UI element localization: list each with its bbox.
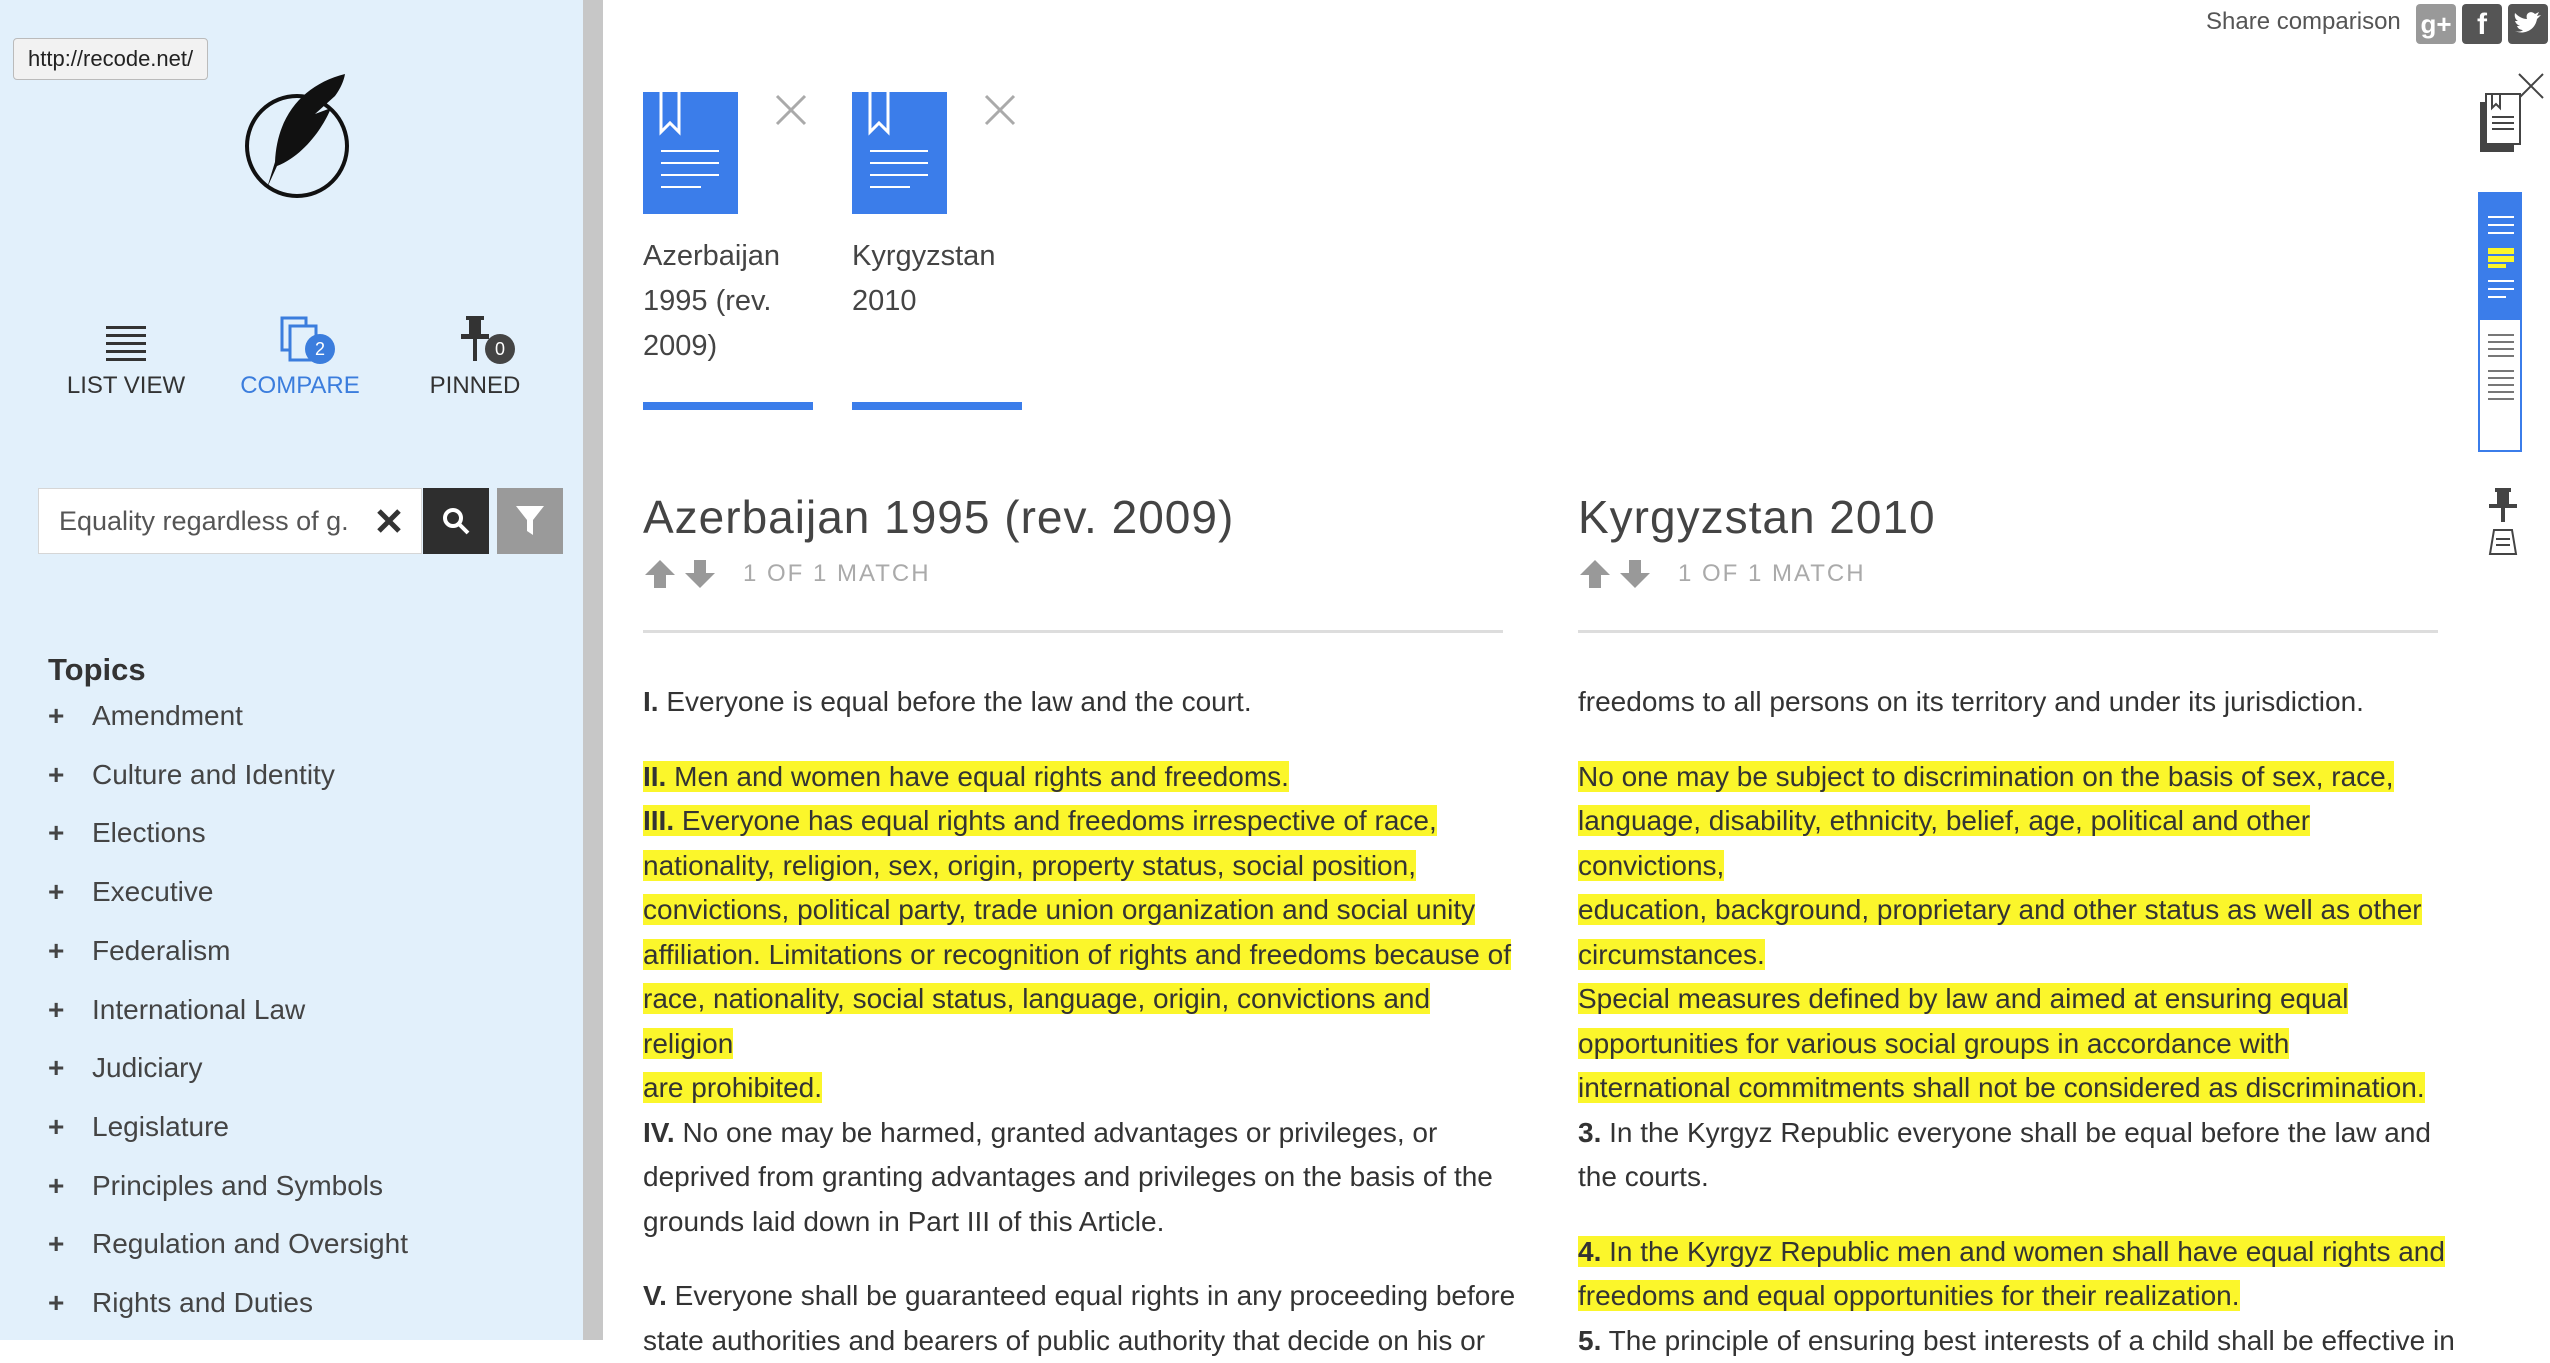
topic-item[interactable] <box>48 1170 383 1202</box>
compare-button[interactable] <box>210 312 390 400</box>
sidebar-scrollbar[interactable] <box>583 0 603 1340</box>
plus-icon[interactable]: + <box>48 1052 92 1084</box>
clause-text: the courts. <box>1578 1161 1709 1192</box>
highlight-line <box>643 1072 822 1103</box>
clause-text: Everyone has equal rights and freedoms irrespective of race, <box>674 805 1437 836</box>
search-button[interactable] <box>423 488 489 554</box>
clause-text: freedoms and equal opportunities for their realization. <box>1578 1280 2240 1311</box>
kyrgyzstan-text <box>1578 680 2458 1363</box>
clause-text: In the Kyrgyz Republic men and women shall have equal rights and <box>1601 1236 2445 1267</box>
clause-text: nationality, religion, sex, origin, property status, social position, <box>643 850 1416 881</box>
topics-heading: Topics <box>48 652 146 688</box>
remove-doc-icon[interactable] <box>773 92 809 128</box>
highlight-line <box>643 805 1437 836</box>
clause-text: affiliation. Limitations or recognition of rights and freedoms because of <box>643 939 1511 970</box>
column-kyrgyzstan <box>1578 490 2438 633</box>
highlighted-match <box>1578 755 2458 1111</box>
twitter-share-icon[interactable] <box>2508 4 2548 44</box>
filter-button[interactable] <box>497 488 563 554</box>
topic-label: Culture and Identity <box>92 759 335 791</box>
clause-text: The principle of ensuring best interests of a child shall be effective in <box>1601 1325 2454 1356</box>
column-title: Azerbaijan 1995 (rev. 2009) <box>643 490 1503 544</box>
highlight-line <box>643 939 1511 970</box>
clause-number: 5. <box>1578 1325 1601 1356</box>
clause-text: Everyone shall be guaranteed equal rights in any proceeding before <box>667 1280 1515 1311</box>
clause-number: IV. <box>643 1117 675 1148</box>
url-tooltip: http://recode.net/ <box>13 38 208 80</box>
clause-text: are prohibited. <box>643 1072 822 1103</box>
plus-icon[interactable]: + <box>48 1228 92 1260</box>
azerbaijan-text <box>643 680 1523 1363</box>
highlight-line: international commitments shall not be considered as discrimination. <box>1578 1072 2425 1103</box>
highlighted-match <box>643 755 1523 1111</box>
clause-number: 4. <box>1578 1236 1601 1267</box>
clause-number: II. <box>643 761 666 792</box>
paragraph <box>1578 1111 2458 1200</box>
clause-text: Men and women have equal rights and freedoms. <box>666 761 1289 792</box>
minimap-viewport[interactable] <box>2480 194 2520 320</box>
doc-label-line: 2010 <box>852 279 1052 324</box>
clause-text: grounds laid down in Part III of this Article. <box>643 1206 1164 1237</box>
topic-item[interactable] <box>48 1287 313 1319</box>
topic-label: Executive <box>92 876 213 908</box>
match-count: 1 OF 1 MATCH <box>743 560 931 588</box>
paragraph <box>643 1111 1523 1245</box>
documents-stack-icon[interactable] <box>2478 88 2522 158</box>
topic-label: Federalism <box>92 935 230 967</box>
topic-item[interactable] <box>48 994 305 1026</box>
doc-card-kyrgyzstan[interactable] <box>852 92 1022 214</box>
highlight-line <box>643 894 1475 925</box>
clear-search-icon[interactable] <box>371 503 407 539</box>
column-azerbaijan <box>643 490 1503 633</box>
topic-label: Legislature <box>92 1111 229 1143</box>
highlight-line: opportunities for various social groups in accordance with <box>1578 1028 2289 1059</box>
topic-item[interactable] <box>48 759 335 791</box>
arrow-down-icon[interactable] <box>1618 558 1652 590</box>
topic-label: Judiciary <box>92 1052 202 1084</box>
doc-label <box>643 234 843 369</box>
topic-item[interactable] <box>48 1111 229 1143</box>
arrow-down-icon[interactable] <box>683 558 717 590</box>
clause-text: Everyone is equal before the law and the court. <box>659 686 1252 717</box>
remove-doc-icon[interactable] <box>982 92 1018 128</box>
plus-icon[interactable]: + <box>48 700 92 732</box>
topic-label: Regulation and Oversight <box>92 1228 408 1260</box>
clause-text: In the Kyrgyz Republic everyone shall be equal before the law and <box>1601 1117 2431 1148</box>
clause-number: III. <box>643 805 674 836</box>
clause-text: deprived from granting advantages and privileges on the basis of the <box>643 1161 1493 1192</box>
doc-label-line: 1995 (rev. <box>643 279 843 324</box>
highlight-line: No one may be subject to discrimination on the basis of sex, race, <box>1578 761 2394 792</box>
search-icon <box>441 506 471 536</box>
highlight-line <box>643 761 1289 792</box>
pinned-count-badge: 0 <box>485 334 515 364</box>
plus-icon[interactable]: + <box>48 1287 92 1319</box>
match-count: 1 OF 1 MATCH <box>1678 560 1866 588</box>
plus-icon[interactable]: + <box>48 759 92 791</box>
topic-item[interactable] <box>48 935 230 967</box>
clause-number: 3. <box>1578 1117 1601 1148</box>
list-view-label: LIST VIEW <box>36 372 216 400</box>
clause-text: No one may be harmed, granted advantages or privileges, or <box>675 1117 1438 1148</box>
pinned-button[interactable] <box>385 312 565 400</box>
topic-label: International Law <box>92 994 305 1026</box>
list-view-button[interactable] <box>36 312 216 400</box>
topic-item[interactable] <box>48 817 206 849</box>
doc-card-azerbaijan[interactable] <box>643 92 813 214</box>
topic-label: Amendment <box>92 700 243 732</box>
arrow-up-icon[interactable] <box>1578 558 1612 590</box>
plus-icon[interactable]: + <box>48 1111 92 1143</box>
doc-label-line: Azerbaijan <box>643 234 843 279</box>
doc-underline <box>852 402 1022 410</box>
divider <box>643 630 1503 633</box>
topic-item[interactable] <box>48 700 243 732</box>
compare-count-badge: 2 <box>305 334 335 364</box>
google-plus-share-icon[interactable]: g+ <box>2416 4 2456 44</box>
quill-logo-icon[interactable] <box>245 70 355 202</box>
arrow-up-icon[interactable] <box>643 558 677 590</box>
doc-label-line: 2009) <box>643 324 843 369</box>
plus-icon[interactable]: + <box>48 1170 92 1202</box>
doc-label-line: Kyrgyzstan <box>852 234 1052 279</box>
topic-item[interactable] <box>48 876 213 908</box>
clause-text: race, nationality, social status, language, origin, convictions and religion <box>643 983 1430 1059</box>
paragraph <box>643 680 1523 725</box>
clause-number: V. <box>643 1280 667 1311</box>
pin-toolbar-icon[interactable] <box>2486 488 2520 558</box>
compare-label: COMPARE <box>210 372 390 400</box>
clause-text: freedoms to all persons on its territory and under its jurisdiction. <box>1578 686 2364 717</box>
paragraph <box>1578 680 2458 725</box>
highlight-line <box>643 850 1416 881</box>
plus-icon[interactable]: + <box>48 935 92 967</box>
plus-icon[interactable]: + <box>48 817 92 849</box>
highlight-line: education, background, proprietary and other status as well as other <box>1578 894 2422 925</box>
plus-icon[interactable]: + <box>48 994 92 1026</box>
paragraph <box>1578 1230 2458 1363</box>
document-minimap[interactable] <box>2478 192 2522 452</box>
document-icon <box>643 92 738 214</box>
sidebar <box>0 0 583 1340</box>
pinned-label: PINNED <box>385 372 565 400</box>
divider <box>1578 630 2438 633</box>
topic-label: Rights and Duties <box>92 1287 313 1319</box>
doc-label <box>852 234 1052 324</box>
topic-label: Elections <box>92 817 206 849</box>
doc-underline <box>643 402 813 410</box>
topic-item[interactable] <box>48 1052 202 1084</box>
document-icon <box>852 92 947 214</box>
clause-text: state authorities and bearers of public authority that decide on his or <box>643 1325 1485 1356</box>
topic-item[interactable] <box>48 1228 408 1260</box>
highlight-line: Special measures defined by law and aimed at ensuring equal <box>1578 983 2348 1014</box>
filter-icon <box>515 505 545 537</box>
highlight-line: language, disability, ethnicity, belief, age, political and other convictions, <box>1578 805 2310 881</box>
search-input[interactable] <box>39 506 349 537</box>
search-box <box>38 488 422 554</box>
highlight-line: circumstances. <box>1578 939 1765 970</box>
column-title: Kyrgyzstan 2010 <box>1578 490 2438 544</box>
paragraph <box>643 1274 1523 1363</box>
clause-text: convictions, political party, trade union organization and social unity <box>643 894 1475 925</box>
plus-icon[interactable]: + <box>48 876 92 908</box>
share-comparison-label: Share comparison <box>2206 8 2401 36</box>
list-icon <box>106 326 146 362</box>
clause-number: I. <box>643 686 659 717</box>
facebook-share-icon[interactable]: f <box>2462 4 2502 44</box>
highlight-line <box>643 983 1430 1059</box>
topic-label: Principles and Symbols <box>92 1170 383 1202</box>
